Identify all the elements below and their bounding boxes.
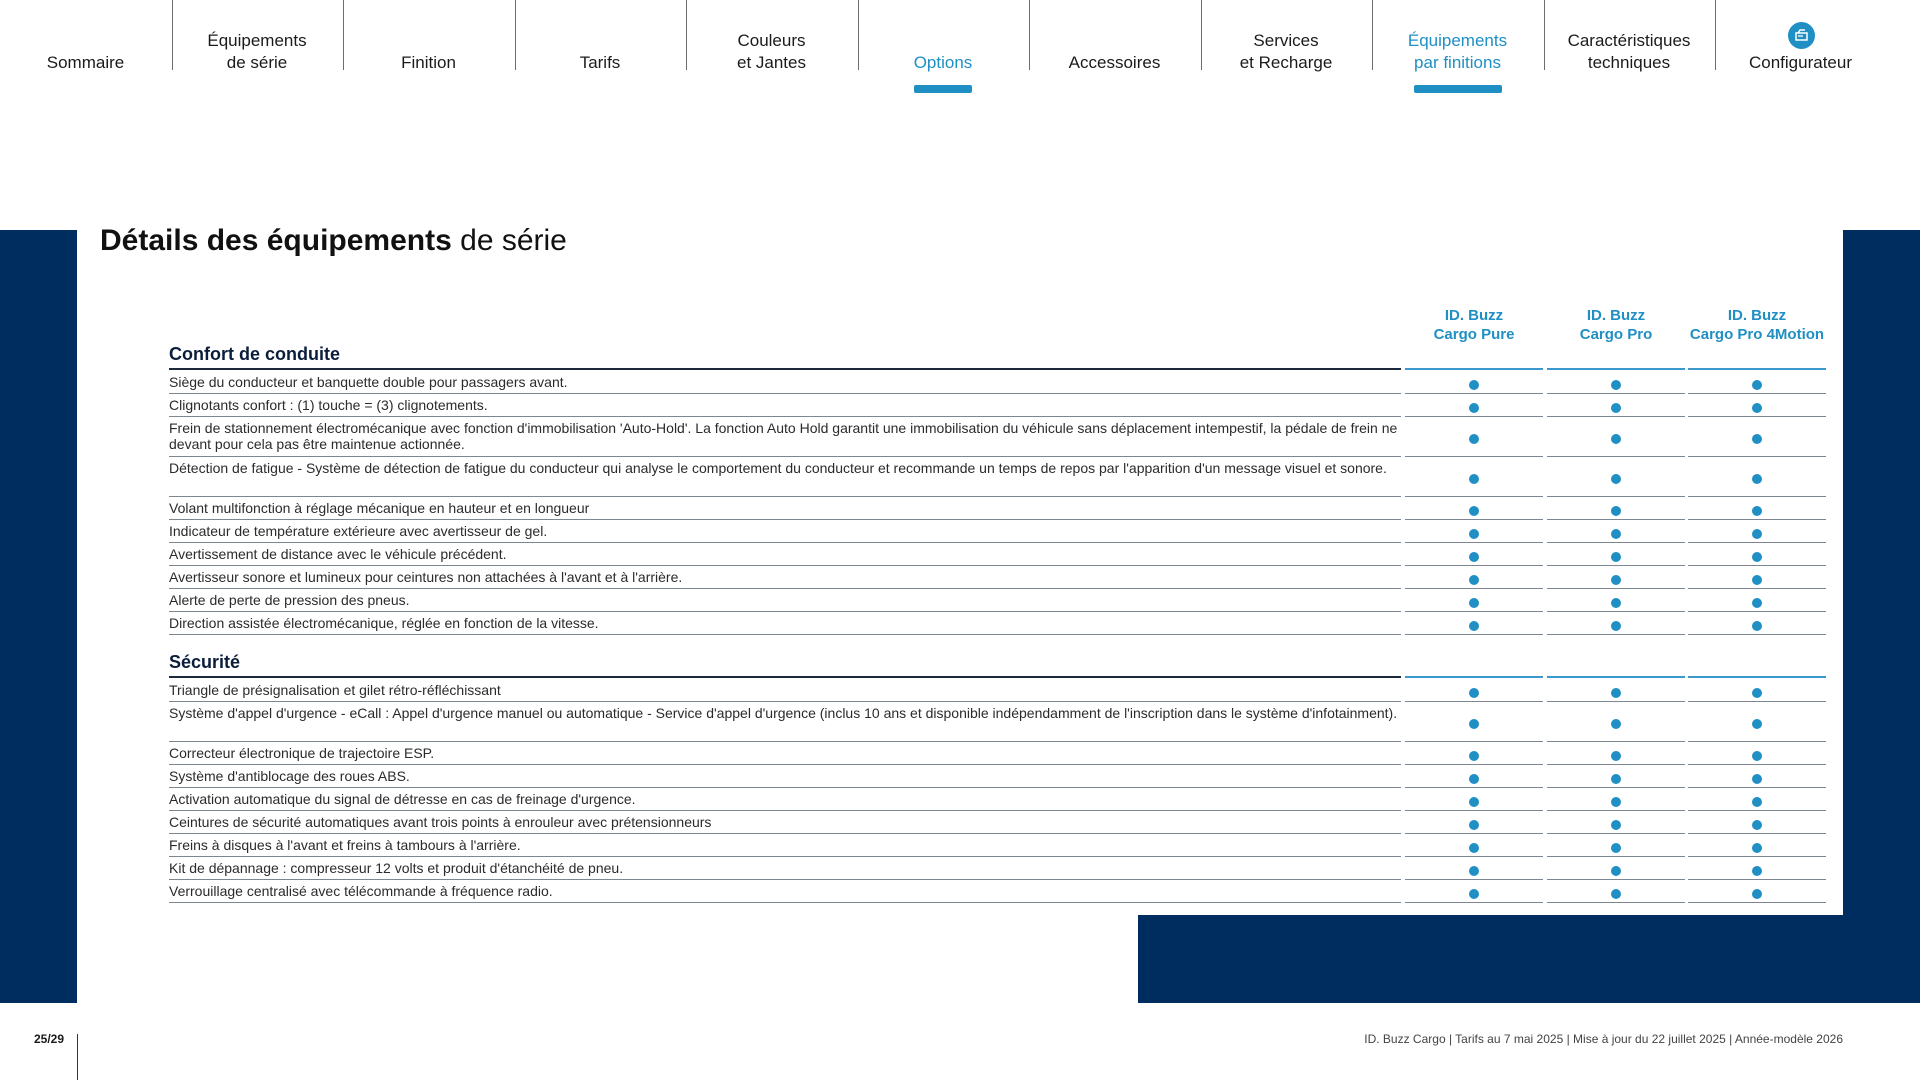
row-divider	[169, 393, 1401, 394]
row-divider-col	[1547, 764, 1685, 765]
row-divider-col	[1688, 634, 1826, 635]
row-divider-col	[1405, 611, 1543, 612]
table-row	[169, 858, 1401, 876]
standard-equipment-dot	[1469, 774, 1479, 784]
row-label: Système d'appel d'urgence - eCall : Appel d'urgence manuel ou automatique - Service d'appel d'urgence (inclus 10 ans et disponible indépendamment de l'inscription dans le système d'infotainment).	[169, 705, 1398, 721]
nav-item-10[interactable]	[1715, 0, 1886, 100]
row-divider	[169, 741, 1401, 742]
nav-item-6[interactable]	[1029, 0, 1200, 100]
standard-equipment-dot	[1469, 719, 1479, 729]
standard-equipment-dot	[1469, 621, 1479, 631]
standard-equipment-dot	[1752, 820, 1762, 830]
row-divider-col	[1547, 519, 1685, 520]
page-title	[100, 224, 567, 258]
row-divider	[169, 542, 1401, 543]
row-divider	[169, 902, 1401, 903]
standard-equipment-dot	[1469, 380, 1479, 390]
column-header-2: ID. Buzz Cargo Pro 4Motion	[1689, 307, 1825, 343]
row-label: Correcteur électronique de trajectoire ESP.	[169, 745, 435, 761]
row-divider-col	[1547, 879, 1685, 880]
footer-divider	[77, 1034, 78, 1080]
table-row	[169, 590, 1401, 608]
table-row	[169, 395, 1401, 413]
row-divider-col	[1547, 565, 1685, 566]
row-divider	[169, 787, 1401, 788]
row-divider-col	[1405, 701, 1543, 702]
row-divider-col	[1405, 588, 1543, 589]
row-divider-col	[1688, 496, 1826, 497]
row-divider-col	[1688, 787, 1826, 788]
standard-equipment-dot	[1752, 889, 1762, 899]
row-label: Siège du conducteur et banquette double pour passagers avant.	[169, 374, 568, 390]
row-divider-col	[1547, 902, 1685, 903]
row-divider-col	[1688, 542, 1826, 543]
row-divider-col	[1688, 456, 1826, 457]
row-divider	[169, 701, 1401, 702]
row-label: Activation automatique du signal de détresse en cas de freinage d'urgence.	[169, 791, 636, 807]
table-row	[169, 498, 1401, 516]
row-divider-col	[1547, 701, 1685, 702]
nav-item-label: Tarifs	[579, 53, 621, 72]
row-divider-col	[1405, 902, 1543, 903]
table-row	[169, 372, 1401, 390]
section-rule-col	[1547, 368, 1685, 370]
row-label: Triangle de présignalisation et gilet rétro-réfléchissant	[169, 682, 501, 698]
standard-equipment-dot	[1752, 751, 1762, 761]
footer-text: ID. Buzz Cargo | Tarifs au 7 mai 2025 | Mise à jour du 22 juillet 2025 | Année-modèle 2026	[1364, 1032, 1843, 1046]
nav-item-7[interactable]	[1201, 0, 1372, 100]
standard-equipment-dot	[1752, 598, 1762, 608]
active-tab-indicator	[914, 85, 972, 93]
row-divider-col	[1405, 810, 1543, 811]
column-header-0: ID. Buzz Cargo Pure	[1433, 307, 1515, 343]
row-label: Direction assistée électromécanique, réglée en fonction de la vitesse.	[169, 615, 599, 631]
row-divider-col	[1405, 787, 1543, 788]
nav-item-label: Services et Recharge	[1239, 31, 1333, 72]
section-rule-col	[1688, 368, 1826, 370]
table-row	[169, 743, 1401, 761]
nav-item-4[interactable]	[686, 0, 857, 100]
row-divider-col	[1547, 542, 1685, 543]
row-label: Ceintures de sécurité automatiques avant trois points à enrouleur avec prétensionneurs	[169, 814, 712, 830]
row-divider-col	[1405, 496, 1543, 497]
row-divider-col	[1547, 634, 1685, 635]
standard-equipment-dot	[1469, 506, 1479, 516]
nav-item-label: Couleurs et Jantes	[737, 31, 806, 72]
standard-equipment-dot	[1469, 529, 1479, 539]
nav-item-label: Configurateur	[1748, 53, 1852, 72]
row-divider-col	[1405, 393, 1543, 394]
row-label: Détection de fatigue - Système de détection de fatigue du conducteur qui analyse le comportement du conducteur et recommande un temps de repos par l'apparition d'un message visuel et sonore.	[169, 460, 1387, 476]
standard-equipment-dot	[1611, 506, 1621, 516]
standard-equipment-dot	[1469, 751, 1479, 761]
row-divider-col	[1547, 833, 1685, 834]
nav-item-5[interactable]	[858, 0, 1029, 100]
standard-equipment-dot	[1611, 889, 1621, 899]
standard-equipment-dot	[1469, 889, 1479, 899]
left-blue-band	[0, 230, 77, 1003]
row-divider	[169, 611, 1401, 612]
section-rule-col	[1405, 368, 1543, 370]
standard-equipment-dot	[1611, 552, 1621, 562]
row-divider-col	[1405, 879, 1543, 880]
nav-item-label: Accessoires	[1068, 53, 1161, 72]
table-row	[169, 703, 1401, 721]
row-divider	[169, 810, 1401, 811]
nav-item-label: Équipements de série	[207, 31, 307, 72]
table-row	[169, 680, 1401, 698]
row-divider-col	[1688, 879, 1826, 880]
standard-equipment-dot	[1469, 474, 1479, 484]
row-divider-col	[1688, 810, 1826, 811]
row-divider	[169, 519, 1401, 520]
row-divider	[169, 416, 1401, 417]
row-divider-col	[1688, 611, 1826, 612]
row-divider	[169, 764, 1401, 765]
row-divider-col	[1547, 588, 1685, 589]
standard-equipment-dot	[1469, 598, 1479, 608]
row-label: Verrouillage centralisé avec télécommande à fréquence radio.	[169, 883, 553, 899]
row-divider-col	[1688, 902, 1826, 903]
top-navigation	[0, 0, 1920, 100]
page-title-bold: Détails des équipements	[100, 224, 452, 257]
standard-equipment-dot	[1752, 688, 1762, 698]
table-row	[169, 789, 1401, 807]
standard-equipment-dot	[1611, 434, 1621, 444]
row-label: Clignotants confort : (1) touche = (3) clignotements.	[169, 397, 488, 413]
table-row	[169, 613, 1401, 631]
nav-item-1[interactable]	[172, 0, 343, 100]
column-header-1: ID. Buzz Cargo Pro	[1579, 307, 1653, 343]
page-title-light: de série	[451, 224, 567, 257]
table-row	[169, 521, 1401, 539]
table-row	[169, 766, 1401, 784]
row-label: Freins à disques à l'avant et freins à tambours à l'arrière.	[169, 837, 521, 853]
nav-item-9[interactable]	[1544, 0, 1715, 100]
row-divider-col	[1688, 833, 1826, 834]
standard-equipment-dot	[1752, 403, 1762, 413]
nav-item-label: Équipements par finitions	[1407, 31, 1508, 72]
standard-equipment-dot	[1469, 866, 1479, 876]
standard-equipment-dot	[1611, 774, 1621, 784]
standard-equipment-dot	[1752, 474, 1762, 484]
row-divider-col	[1405, 416, 1543, 417]
standard-equipment-dot	[1611, 598, 1621, 608]
table-row	[169, 544, 1401, 562]
standard-equipment-dot	[1752, 434, 1762, 444]
row-divider-col	[1547, 393, 1685, 394]
row-divider-col	[1547, 787, 1685, 788]
standard-equipment-dot	[1611, 820, 1621, 830]
section-title: Confort de conduite	[169, 344, 340, 364]
section-title: Sécurité	[169, 652, 241, 672]
nav-item-8[interactable]	[1372, 0, 1543, 100]
section-rule	[169, 368, 1401, 370]
active-tab-indicator	[1414, 85, 1502, 93]
row-label: Kit de dépannage : compresseur 12 volts et produit d'étanchéité de pneu.	[169, 860, 624, 876]
standard-equipment-dot	[1611, 688, 1621, 698]
row-divider	[169, 856, 1401, 857]
row-divider-col	[1688, 393, 1826, 394]
row-divider-col	[1547, 496, 1685, 497]
row-divider-col	[1688, 701, 1826, 702]
table-row	[169, 567, 1401, 585]
standard-equipment-dot	[1752, 380, 1762, 390]
row-divider-col	[1547, 456, 1685, 457]
table-row	[169, 835, 1401, 853]
nav-item-label: Sommaire	[46, 53, 125, 72]
standard-equipment-dot	[1611, 529, 1621, 539]
row-label: Alerte de perte de pression des pneus.	[169, 592, 410, 608]
row-divider-col	[1405, 542, 1543, 543]
standard-equipment-dot	[1469, 820, 1479, 830]
row-label: Avertisseur sonore et lumineux pour ceintures non attachées à l'avant et à l'arrière.	[169, 569, 683, 585]
row-divider-col	[1547, 611, 1685, 612]
standard-equipment-dot	[1611, 380, 1621, 390]
row-divider	[169, 588, 1401, 589]
standard-equipment-dot	[1611, 751, 1621, 761]
row-divider-col	[1547, 810, 1685, 811]
row-label: Système d'antiblocage des roues ABS.	[169, 768, 410, 784]
row-divider	[169, 456, 1401, 457]
table-row	[169, 881, 1401, 899]
nav-item-3[interactable]	[515, 0, 686, 100]
table-row	[169, 458, 1401, 476]
table-row	[169, 418, 1401, 452]
row-label: Frein de stationnement électromécanique avec fonction d'immobilisation 'Auto-Hold'. La fonction Auto Hold garantit une immobilisation du véhicule sans déplacement intempestif, la pédale de frein ne devant pour cela pas être maintenue actionnée.	[169, 420, 1398, 452]
row-label: Indicateur de température extérieure avec avertisseur de gel.	[169, 523, 548, 539]
standard-equipment-dot	[1752, 719, 1762, 729]
standard-equipment-dot	[1611, 866, 1621, 876]
standard-equipment-dot	[1752, 552, 1762, 562]
standard-equipment-dot	[1611, 843, 1621, 853]
row-divider-col	[1405, 634, 1543, 635]
standard-equipment-dot	[1469, 403, 1479, 413]
standard-equipment-dot	[1752, 797, 1762, 807]
row-divider-col	[1547, 741, 1685, 742]
row-divider-col	[1405, 456, 1543, 457]
standard-equipment-dot	[1611, 474, 1621, 484]
standard-equipment-dot	[1469, 575, 1479, 585]
page-number: 25/29	[34, 1032, 65, 1046]
section-rule-col	[1547, 676, 1685, 678]
standard-equipment-dot	[1469, 843, 1479, 853]
standard-equipment-dot	[1752, 866, 1762, 876]
row-divider-col	[1688, 519, 1826, 520]
row-divider-col	[1405, 764, 1543, 765]
row-divider	[169, 833, 1401, 834]
nav-item-label: Caractéristiques techniques	[1567, 31, 1691, 72]
standard-equipment-dot	[1469, 434, 1479, 444]
row-label: Avertissement de distance avec le véhicule précédent.	[169, 546, 507, 562]
standard-equipment-dot	[1611, 621, 1621, 631]
row-label: Volant multifonction à réglage mécanique en hauteur et en longueur	[169, 500, 590, 516]
row-divider-col	[1405, 856, 1543, 857]
row-divider	[169, 496, 1401, 497]
row-divider-col	[1688, 588, 1826, 589]
row-divider-col	[1405, 519, 1543, 520]
row-divider-col	[1405, 565, 1543, 566]
section-rule	[169, 676, 1401, 678]
section-rule-col	[1688, 676, 1826, 678]
row-divider-col	[1547, 856, 1685, 857]
table-row	[169, 812, 1401, 830]
standard-equipment-dot	[1752, 774, 1762, 784]
standard-equipment-dot	[1752, 506, 1762, 516]
standard-equipment-dot	[1611, 719, 1621, 729]
row-divider-col	[1405, 833, 1543, 834]
row-divider-col	[1688, 565, 1826, 566]
row-divider-col	[1688, 764, 1826, 765]
row-divider-col	[1688, 416, 1826, 417]
nav-item-0[interactable]	[0, 0, 171, 100]
row-divider-col	[1405, 741, 1543, 742]
row-divider-col	[1547, 416, 1685, 417]
standard-equipment-dot	[1469, 688, 1479, 698]
nav-item-2[interactable]	[343, 0, 514, 100]
row-divider	[169, 565, 1401, 566]
standard-equipment-dot	[1752, 621, 1762, 631]
row-divider	[169, 634, 1401, 635]
standard-equipment-dot	[1752, 843, 1762, 853]
standard-equipment-dot	[1752, 529, 1762, 539]
standard-equipment-dot	[1611, 403, 1621, 413]
nav-item-label: Finition	[401, 53, 456, 72]
standard-equipment-dot	[1611, 797, 1621, 807]
standard-equipment-dot	[1469, 552, 1479, 562]
nav-item-label: Options	[913, 53, 973, 72]
row-divider	[169, 879, 1401, 880]
standard-equipment-dot	[1611, 575, 1621, 585]
standard-equipment-dot	[1752, 575, 1762, 585]
row-divider-col	[1688, 856, 1826, 857]
configurator-icon	[1788, 22, 1815, 49]
row-divider-col	[1688, 741, 1826, 742]
section-rule-col	[1405, 676, 1543, 678]
standard-equipment-dot	[1469, 797, 1479, 807]
